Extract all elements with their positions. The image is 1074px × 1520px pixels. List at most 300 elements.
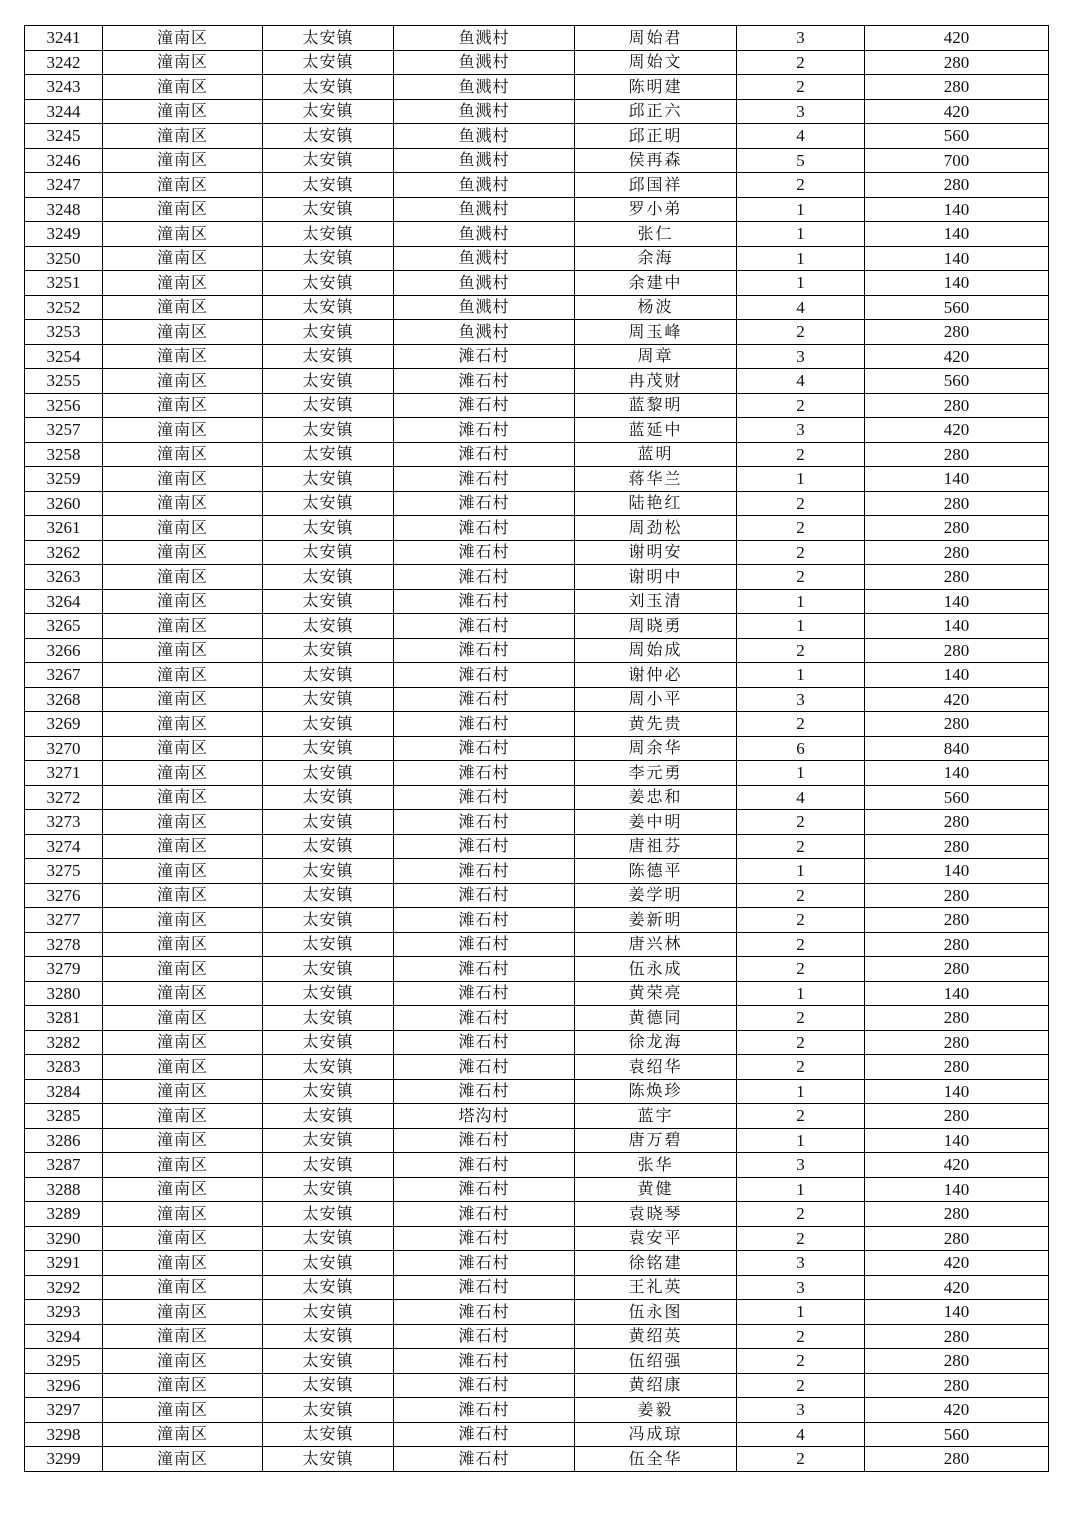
cell-town: 太安镇 <box>263 932 394 957</box>
cell-amount: 280 <box>865 50 1049 75</box>
table-row <box>25 1275 1049 1300</box>
cell-count: 2 <box>737 516 865 541</box>
cell-district: 潼南区 <box>103 663 263 688</box>
cell-district: 潼南区 <box>103 1275 263 1300</box>
table-row <box>25 1006 1049 1031</box>
cell-amount: 420 <box>865 344 1049 369</box>
cell-village: 滩石村 <box>394 1055 575 1080</box>
cell-count: 4 <box>737 785 865 810</box>
table-row <box>25 295 1049 320</box>
document-page <box>24 25 1048 1472</box>
cell-name: 姜学明 <box>575 883 737 908</box>
cell-name: 侯再森 <box>575 148 737 173</box>
cell-town: 太安镇 <box>263 491 394 516</box>
cell-count: 2 <box>737 1447 865 1472</box>
table-row <box>25 883 1049 908</box>
cell-village: 鱼溅村 <box>394 26 575 51</box>
cell-amount: 280 <box>865 1202 1049 1227</box>
cell-town: 太安镇 <box>263 1422 394 1447</box>
cell-row-number: 3297 <box>25 1398 103 1423</box>
cell-row-number: 3274 <box>25 834 103 859</box>
cell-amount: 280 <box>865 957 1049 982</box>
cell-amount: 140 <box>865 1300 1049 1325</box>
table-row <box>25 222 1049 247</box>
table-row <box>25 75 1049 100</box>
table-row <box>25 638 1049 663</box>
cell-village: 滩石村 <box>394 516 575 541</box>
cell-amount: 280 <box>865 834 1049 859</box>
cell-town: 太安镇 <box>263 614 394 639</box>
cell-count: 2 <box>737 50 865 75</box>
cell-row-number: 3292 <box>25 1275 103 1300</box>
cell-town: 太安镇 <box>263 810 394 835</box>
cell-amount: 280 <box>865 491 1049 516</box>
cell-row-number: 3293 <box>25 1300 103 1325</box>
cell-count: 3 <box>737 418 865 443</box>
cell-name: 周始文 <box>575 50 737 75</box>
cell-town: 太安镇 <box>263 1202 394 1227</box>
cell-row-number: 3278 <box>25 932 103 957</box>
cell-name: 姜忠和 <box>575 785 737 810</box>
cell-count: 4 <box>737 369 865 394</box>
cell-count: 4 <box>737 295 865 320</box>
cell-name: 伍永成 <box>575 957 737 982</box>
cell-row-number: 3266 <box>25 638 103 663</box>
data-table <box>24 25 1049 1472</box>
cell-count: 1 <box>737 981 865 1006</box>
cell-village: 鱼溅村 <box>394 295 575 320</box>
cell-village: 滩石村 <box>394 810 575 835</box>
cell-amount: 140 <box>865 614 1049 639</box>
cell-row-number: 3296 <box>25 1373 103 1398</box>
table-row <box>25 271 1049 296</box>
cell-district: 潼南区 <box>103 810 263 835</box>
cell-amount: 280 <box>865 883 1049 908</box>
cell-count: 1 <box>737 761 865 786</box>
cell-name: 杨波 <box>575 295 737 320</box>
cell-town: 太安镇 <box>263 663 394 688</box>
cell-count: 2 <box>737 565 865 590</box>
cell-row-number: 3281 <box>25 1006 103 1031</box>
cell-town: 太安镇 <box>263 418 394 443</box>
cell-amount: 280 <box>865 1324 1049 1349</box>
cell-village: 滩石村 <box>394 589 575 614</box>
cell-town: 太安镇 <box>263 50 394 75</box>
table-row <box>25 736 1049 761</box>
cell-amount: 560 <box>865 124 1049 149</box>
cell-town: 太安镇 <box>263 687 394 712</box>
cell-count: 2 <box>737 442 865 467</box>
cell-town: 太安镇 <box>263 75 394 100</box>
cell-town: 太安镇 <box>263 736 394 761</box>
cell-amount: 140 <box>865 761 1049 786</box>
cell-count: 2 <box>737 932 865 957</box>
cell-village: 滩石村 <box>394 908 575 933</box>
cell-district: 潼南区 <box>103 418 263 443</box>
cell-row-number: 3243 <box>25 75 103 100</box>
cell-row-number: 3275 <box>25 859 103 884</box>
cell-town: 太安镇 <box>263 271 394 296</box>
cell-row-number: 3284 <box>25 1079 103 1104</box>
cell-name: 谢明安 <box>575 540 737 565</box>
cell-amount: 560 <box>865 1422 1049 1447</box>
cell-district: 潼南区 <box>103 1153 263 1178</box>
cell-town: 太安镇 <box>263 1006 394 1031</box>
table-row <box>25 834 1049 859</box>
cell-name: 唐万碧 <box>575 1128 737 1153</box>
cell-district: 潼南区 <box>103 883 263 908</box>
cell-district: 潼南区 <box>103 344 263 369</box>
cell-name: 周始君 <box>575 26 737 51</box>
cell-village: 鱼溅村 <box>394 99 575 124</box>
cell-district: 潼南区 <box>103 393 263 418</box>
cell-count: 1 <box>737 589 865 614</box>
cell-district: 潼南区 <box>103 99 263 124</box>
table-row <box>25 1398 1049 1423</box>
cell-village: 滩石村 <box>394 369 575 394</box>
cell-count: 2 <box>737 75 865 100</box>
cell-name: 邱正明 <box>575 124 737 149</box>
cell-district: 潼南区 <box>103 834 263 859</box>
cell-village: 滩石村 <box>394 638 575 663</box>
cell-district: 潼南区 <box>103 148 263 173</box>
table-row <box>25 467 1049 492</box>
cell-name: 黄绍英 <box>575 1324 737 1349</box>
cell-amount: 280 <box>865 1104 1049 1129</box>
table-row <box>25 687 1049 712</box>
table-row <box>25 785 1049 810</box>
cell-amount: 280 <box>865 1226 1049 1251</box>
cell-count: 2 <box>737 1030 865 1055</box>
cell-row-number: 3294 <box>25 1324 103 1349</box>
cell-name: 姜新明 <box>575 908 737 933</box>
cell-district: 潼南区 <box>103 638 263 663</box>
cell-name: 伍全华 <box>575 1447 737 1472</box>
cell-row-number: 3277 <box>25 908 103 933</box>
table-row <box>25 663 1049 688</box>
cell-name: 唐兴林 <box>575 932 737 957</box>
cell-name: 姜毅 <box>575 1398 737 1423</box>
cell-village: 滩石村 <box>394 663 575 688</box>
cell-town: 太安镇 <box>263 1030 394 1055</box>
cell-amount: 140 <box>865 271 1049 296</box>
cell-amount: 140 <box>865 246 1049 271</box>
table-row <box>25 589 1049 614</box>
cell-town: 太安镇 <box>263 1177 394 1202</box>
cell-amount: 280 <box>865 1447 1049 1472</box>
cell-town: 太安镇 <box>263 1153 394 1178</box>
cell-village: 滩石村 <box>394 1447 575 1472</box>
cell-row-number: 3291 <box>25 1251 103 1276</box>
cell-district: 潼南区 <box>103 712 263 737</box>
cell-name: 谢明中 <box>575 565 737 590</box>
cell-name: 黄健 <box>575 1177 737 1202</box>
table-row <box>25 124 1049 149</box>
cell-town: 太安镇 <box>263 197 394 222</box>
cell-town: 太安镇 <box>263 761 394 786</box>
cell-row-number: 3295 <box>25 1349 103 1374</box>
table-row <box>25 148 1049 173</box>
cell-town: 太安镇 <box>263 540 394 565</box>
cell-row-number: 3289 <box>25 1202 103 1227</box>
cell-district: 潼南区 <box>103 859 263 884</box>
cell-row-number: 3241 <box>25 26 103 51</box>
cell-amount: 280 <box>865 932 1049 957</box>
cell-district: 潼南区 <box>103 442 263 467</box>
cell-row-number: 3290 <box>25 1226 103 1251</box>
cell-village: 滩石村 <box>394 393 575 418</box>
cell-town: 太安镇 <box>263 834 394 859</box>
cell-amount: 140 <box>865 1177 1049 1202</box>
cell-count: 3 <box>737 26 865 51</box>
cell-town: 太安镇 <box>263 467 394 492</box>
cell-row-number: 3255 <box>25 369 103 394</box>
table-row <box>25 1128 1049 1153</box>
cell-count: 3 <box>737 1153 865 1178</box>
cell-district: 潼南区 <box>103 1104 263 1129</box>
cell-row-number: 3261 <box>25 516 103 541</box>
cell-town: 太安镇 <box>263 1349 394 1374</box>
cell-amount: 280 <box>865 1055 1049 1080</box>
cell-name: 张仁 <box>575 222 737 247</box>
cell-count: 2 <box>737 540 865 565</box>
cell-count: 2 <box>737 810 865 835</box>
cell-name: 黄先贵 <box>575 712 737 737</box>
cell-village: 滩石村 <box>394 1373 575 1398</box>
cell-district: 潼南区 <box>103 1030 263 1055</box>
table-row <box>25 418 1049 443</box>
table-row <box>25 26 1049 51</box>
cell-row-number: 3254 <box>25 344 103 369</box>
cell-town: 太安镇 <box>263 785 394 810</box>
cell-amount: 280 <box>865 1030 1049 1055</box>
cell-village: 滩石村 <box>394 859 575 884</box>
cell-name: 冉茂财 <box>575 369 737 394</box>
cell-district: 潼南区 <box>103 295 263 320</box>
cell-row-number: 3279 <box>25 957 103 982</box>
cell-count: 2 <box>737 1324 865 1349</box>
cell-village: 鱼溅村 <box>394 173 575 198</box>
table-row <box>25 1030 1049 1055</box>
cell-amount: 280 <box>865 540 1049 565</box>
table-row <box>25 99 1049 124</box>
cell-name: 黄德同 <box>575 1006 737 1031</box>
cell-amount: 420 <box>865 1398 1049 1423</box>
cell-amount: 420 <box>865 687 1049 712</box>
cell-village: 滩石村 <box>394 1324 575 1349</box>
cell-town: 太安镇 <box>263 148 394 173</box>
cell-count: 1 <box>737 246 865 271</box>
cell-amount: 560 <box>865 369 1049 394</box>
cell-village: 鱼溅村 <box>394 50 575 75</box>
cell-name: 陆艳红 <box>575 491 737 516</box>
cell-village: 滩石村 <box>394 736 575 761</box>
cell-amount: 280 <box>865 173 1049 198</box>
cell-district: 潼南区 <box>103 271 263 296</box>
cell-amount: 280 <box>865 393 1049 418</box>
cell-district: 潼南区 <box>103 1373 263 1398</box>
cell-name: 唐祖芬 <box>575 834 737 859</box>
cell-row-number: 3276 <box>25 883 103 908</box>
table-row <box>25 1177 1049 1202</box>
cell-count: 2 <box>737 1349 865 1374</box>
cell-name: 刘玉清 <box>575 589 737 614</box>
cell-count: 1 <box>737 1300 865 1325</box>
cell-town: 太安镇 <box>263 712 394 737</box>
cell-district: 潼南区 <box>103 736 263 761</box>
cell-row-number: 3269 <box>25 712 103 737</box>
table-row <box>25 1373 1049 1398</box>
table-row <box>25 1153 1049 1178</box>
cell-count: 1 <box>737 222 865 247</box>
cell-amount: 280 <box>865 516 1049 541</box>
cell-row-number: 3260 <box>25 491 103 516</box>
cell-name: 蓝明 <box>575 442 737 467</box>
cell-count: 2 <box>737 957 865 982</box>
cell-amount: 840 <box>865 736 1049 761</box>
cell-district: 潼南区 <box>103 1079 263 1104</box>
table-row <box>25 1226 1049 1251</box>
cell-district: 潼南区 <box>103 957 263 982</box>
cell-town: 太安镇 <box>263 1275 394 1300</box>
cell-village: 滩石村 <box>394 540 575 565</box>
table-row <box>25 516 1049 541</box>
cell-amount: 280 <box>865 565 1049 590</box>
cell-town: 太安镇 <box>263 173 394 198</box>
cell-amount: 280 <box>865 75 1049 100</box>
cell-district: 潼南区 <box>103 467 263 492</box>
cell-count: 2 <box>737 908 865 933</box>
cell-row-number: 3283 <box>25 1055 103 1080</box>
cell-count: 2 <box>737 1373 865 1398</box>
cell-town: 太安镇 <box>263 516 394 541</box>
cell-row-number: 3256 <box>25 393 103 418</box>
cell-row-number: 3268 <box>25 687 103 712</box>
cell-district: 潼南区 <box>103 1422 263 1447</box>
cell-name: 余建中 <box>575 271 737 296</box>
cell-district: 潼南区 <box>103 50 263 75</box>
cell-village: 鱼溅村 <box>394 271 575 296</box>
cell-row-number: 3252 <box>25 295 103 320</box>
cell-name: 袁安平 <box>575 1226 737 1251</box>
cell-district: 潼南区 <box>103 173 263 198</box>
cell-count: 2 <box>737 1055 865 1080</box>
cell-town: 太安镇 <box>263 1055 394 1080</box>
table-row <box>25 932 1049 957</box>
cell-row-number: 3299 <box>25 1447 103 1472</box>
cell-row-number: 3285 <box>25 1104 103 1129</box>
cell-district: 潼南区 <box>103 75 263 100</box>
cell-row-number: 3287 <box>25 1153 103 1178</box>
cell-count: 2 <box>737 883 865 908</box>
cell-name: 张华 <box>575 1153 737 1178</box>
cell-district: 潼南区 <box>103 981 263 1006</box>
table-row <box>25 614 1049 639</box>
table-row <box>25 1447 1049 1472</box>
cell-district: 潼南区 <box>103 491 263 516</box>
cell-amount: 280 <box>865 1006 1049 1031</box>
cell-village: 滩石村 <box>394 1398 575 1423</box>
cell-village: 滩石村 <box>394 687 575 712</box>
cell-district: 潼南区 <box>103 1177 263 1202</box>
cell-village: 滩石村 <box>394 418 575 443</box>
cell-amount: 140 <box>865 1128 1049 1153</box>
cell-count: 2 <box>737 491 865 516</box>
table-row <box>25 344 1049 369</box>
cell-town: 太安镇 <box>263 638 394 663</box>
table-row <box>25 1300 1049 1325</box>
cell-district: 潼南区 <box>103 589 263 614</box>
cell-amount: 560 <box>865 785 1049 810</box>
cell-name: 王礼英 <box>575 1275 737 1300</box>
cell-name: 周始成 <box>575 638 737 663</box>
cell-row-number: 3280 <box>25 981 103 1006</box>
cell-count: 2 <box>737 320 865 345</box>
cell-district: 潼南区 <box>103 761 263 786</box>
table-row <box>25 1349 1049 1374</box>
cell-name: 蓝宇 <box>575 1104 737 1129</box>
table-row <box>25 197 1049 222</box>
cell-village: 滩石村 <box>394 1030 575 1055</box>
cell-name: 袁绍华 <box>575 1055 737 1080</box>
cell-row-number: 3282 <box>25 1030 103 1055</box>
cell-village: 塔沟村 <box>394 1104 575 1129</box>
cell-count: 1 <box>737 197 865 222</box>
cell-amount: 280 <box>865 1373 1049 1398</box>
cell-row-number: 3248 <box>25 197 103 222</box>
cell-name: 徐龙海 <box>575 1030 737 1055</box>
cell-village: 滩石村 <box>394 1422 575 1447</box>
cell-row-number: 3273 <box>25 810 103 835</box>
cell-name: 蒋华兰 <box>575 467 737 492</box>
cell-count: 3 <box>737 687 865 712</box>
cell-count: 4 <box>737 124 865 149</box>
cell-amount: 140 <box>865 467 1049 492</box>
table-row <box>25 369 1049 394</box>
cell-row-number: 3286 <box>25 1128 103 1153</box>
cell-district: 潼南区 <box>103 1324 263 1349</box>
cell-name: 周晓勇 <box>575 614 737 639</box>
cell-row-number: 3250 <box>25 246 103 271</box>
table-row <box>25 712 1049 737</box>
cell-town: 太安镇 <box>263 1398 394 1423</box>
cell-district: 潼南区 <box>103 565 263 590</box>
cell-district: 潼南区 <box>103 614 263 639</box>
cell-village: 滩石村 <box>394 1226 575 1251</box>
table-body <box>25 26 1049 1472</box>
cell-name: 周劲松 <box>575 516 737 541</box>
cell-district: 潼南区 <box>103 1055 263 1080</box>
cell-district: 潼南区 <box>103 222 263 247</box>
cell-district: 潼南区 <box>103 516 263 541</box>
cell-count: 3 <box>737 344 865 369</box>
cell-village: 滩石村 <box>394 712 575 737</box>
cell-town: 太安镇 <box>263 565 394 590</box>
cell-row-number: 3298 <box>25 1422 103 1447</box>
cell-name: 余海 <box>575 246 737 271</box>
cell-amount: 420 <box>865 1251 1049 1276</box>
cell-name: 谢仲必 <box>575 663 737 688</box>
cell-row-number: 3253 <box>25 320 103 345</box>
cell-amount: 280 <box>865 442 1049 467</box>
cell-amount: 140 <box>865 859 1049 884</box>
cell-village: 滩石村 <box>394 785 575 810</box>
cell-district: 潼南区 <box>103 540 263 565</box>
cell-village: 滩石村 <box>394 981 575 1006</box>
cell-village: 鱼溅村 <box>394 222 575 247</box>
cell-row-number: 3249 <box>25 222 103 247</box>
cell-town: 太安镇 <box>263 1324 394 1349</box>
